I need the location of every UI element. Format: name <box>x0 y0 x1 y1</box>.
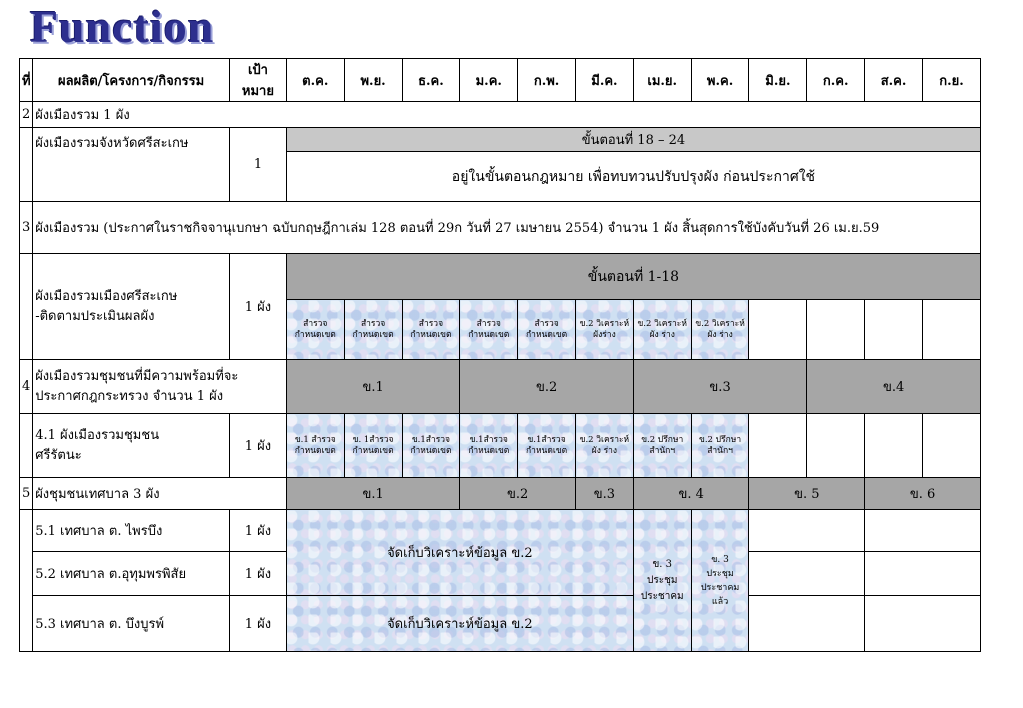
phase-bar: ข.2 <box>460 478 576 510</box>
phase-bar: ข. 4 <box>633 478 749 510</box>
phase-bar: ข.3 <box>576 478 634 510</box>
item-line: ศรีรัตนะ <box>35 447 82 463</box>
section-label: ผังเมืองรวม (ประกาศในราชกิจจานุเบกษา ฉบับกฤษฎีกาเล่ม 128 ตอนที่ 29ก วันที่ 27 เมษายน 2554) จำนวน 1 ผัง สิ้นสุดการใช้บังคับวันที่ 26 เม.ย.59 <box>33 202 981 254</box>
col-header: พ.ค. <box>691 59 749 102</box>
phase-bar: ข. 5 <box>749 478 865 510</box>
meeting-line: ประชุม ประชาคม แล้ว <box>700 568 740 607</box>
col-header: ก.พ. <box>518 59 576 102</box>
col-header: ม.ค. <box>460 59 518 102</box>
row-number: 5 <box>20 478 33 510</box>
row-number: 3 <box>20 202 33 254</box>
target-value: 1 <box>230 128 287 202</box>
section-row <box>20 360 981 414</box>
col-header: ต.ค. <box>286 59 344 102</box>
schedule-cell: ข.1สำรวจ กำหนดเขต <box>518 414 576 478</box>
schedule-table <box>19 58 981 652</box>
target-value: 1 ผัง <box>230 414 287 478</box>
col-header: เม.ย. <box>633 59 691 102</box>
schedule-cell: สำรวจ กำหนดเขต <box>518 300 576 360</box>
section-label: ผังเมืองรวมชุมชนที่มีความพร้อมที่จะประกาศกฎกระทรวง จำนวน 1 ผัง <box>33 360 287 414</box>
col-header: พ.ย. <box>344 59 402 102</box>
phase-bar: ข.1 <box>286 360 459 414</box>
header-row <box>20 59 981 102</box>
section-row <box>20 202 981 254</box>
item-line: ผังเมืองรวมเมืองศรีสะเกษ <box>35 288 178 304</box>
item-label: 5.3 เทศบาล ต. บึงบูรพ์ <box>33 596 230 652</box>
section-row <box>20 478 981 510</box>
col-header: ผลผลิต/โครงการ/กิจกรรม <box>33 59 230 102</box>
page-title: Function <box>30 1 215 52</box>
table-row <box>20 414 981 478</box>
item-label: ผังเมืองรวมจังหวัดศรีสะเกษ <box>33 128 230 202</box>
meeting-line: ข. 3 <box>711 554 729 565</box>
step-bar: ขั้นตอนที่ 18 – 24 <box>286 128 980 152</box>
target-value: 1 ผัง <box>230 552 287 596</box>
table-row <box>20 510 981 552</box>
schedule-cell: ข.1 สำรวจ กำหนดเขต <box>286 414 344 478</box>
schedule-cell: ข.2 วิเคราะห์ผัง ร่าง <box>576 414 634 478</box>
col-header: ส.ค. <box>865 59 923 102</box>
meeting-cell: ข. 3 ประชุม ประชาคม <box>633 510 691 652</box>
item-label: 5.2 เทศบาล ต.อุทุมพรพิสัย <box>33 552 230 596</box>
col-header: ที่ <box>20 59 33 102</box>
col-header: ก.ค. <box>807 59 865 102</box>
schedule-cell: สำรวจ กำหนดเขต <box>286 300 344 360</box>
col-header: ธ.ค. <box>402 59 460 102</box>
schedule-cell: สำรวจ กำหนดเขต <box>402 300 460 360</box>
col-header: มี.ค. <box>576 59 634 102</box>
target-value: 1 ผัง <box>230 510 287 552</box>
phase-bar: ข.2 <box>460 360 633 414</box>
phase-bar: ข.1 <box>286 478 459 510</box>
schedule-cell: ข.2 วิเคราะห์ผัง ร่าง <box>633 300 691 360</box>
row-number: 4 <box>20 360 33 414</box>
col-header: เป้าหมาย <box>230 59 287 102</box>
meeting-cell <box>691 510 749 652</box>
table-row <box>20 254 981 300</box>
phase-bar: ข.3 <box>633 360 806 414</box>
row-number: 2 <box>20 102 33 128</box>
section-row <box>20 102 981 128</box>
schedule-cell: ข. 1สำรวจ กำหนดเขต <box>344 414 402 478</box>
col-header: มิ.ย. <box>749 59 807 102</box>
target-value: 1 ผัง <box>230 254 287 360</box>
item-label <box>33 254 230 360</box>
table-row <box>20 128 981 152</box>
schedule-cell: ข.2 วิเคราะห์ผังร่าง <box>576 300 634 360</box>
phase-bar: ข.4 <box>807 360 981 414</box>
schedule-cell: ข.2 ปรึกษา สำนักฯ <box>691 414 749 478</box>
item-label <box>33 414 230 478</box>
status-note: อยู่ในขั้นตอนกฎหมาย เพื่อทบทวนปรับปรุงผัง ก่อนประกาศใช้ <box>286 152 980 202</box>
collect-bar: จัดเก็บวิเคราะห์ข้อมูล ข.2 <box>286 510 633 596</box>
col-header: ก.ย. <box>922 59 980 102</box>
item-line: -ติดตามประเมินผลผัง <box>35 308 155 324</box>
schedule-cell: สำรวจ กำหนดเขต <box>344 300 402 360</box>
section-label: ผังเมืองรวม 1 ผัง <box>33 102 981 128</box>
schedule-cell: ข.2 วิเคราะห์ผัง ร่าง <box>691 300 749 360</box>
schedule-cell: ข.1สำรวจ กำหนดเขต <box>460 414 518 478</box>
schedule-cell: สำรวจ กำหนดเขต <box>460 300 518 360</box>
item-label: 5.1 เทศบาล ต. ไพรบึง <box>33 510 230 552</box>
section-label: ผังชุมชนเทศบาล 3 ผัง <box>33 478 287 510</box>
table-row <box>20 596 981 652</box>
collect-bar: จัดเก็บวิเคราะห์ข้อมูล ข.2 <box>286 596 633 652</box>
item-line: 4.1 ผังเมืองรวมชุมชน <box>35 427 160 443</box>
schedule-cell: ข.1สำรวจ กำหนดเขต <box>402 414 460 478</box>
schedule-cell: ข.2 ปรึกษา สำนักฯ <box>633 414 691 478</box>
target-value: 1 ผัง <box>230 596 287 652</box>
phase-bar: ข. 6 <box>865 478 981 510</box>
step-bar: ขั้นตอนที่ 1-18 <box>286 254 980 300</box>
